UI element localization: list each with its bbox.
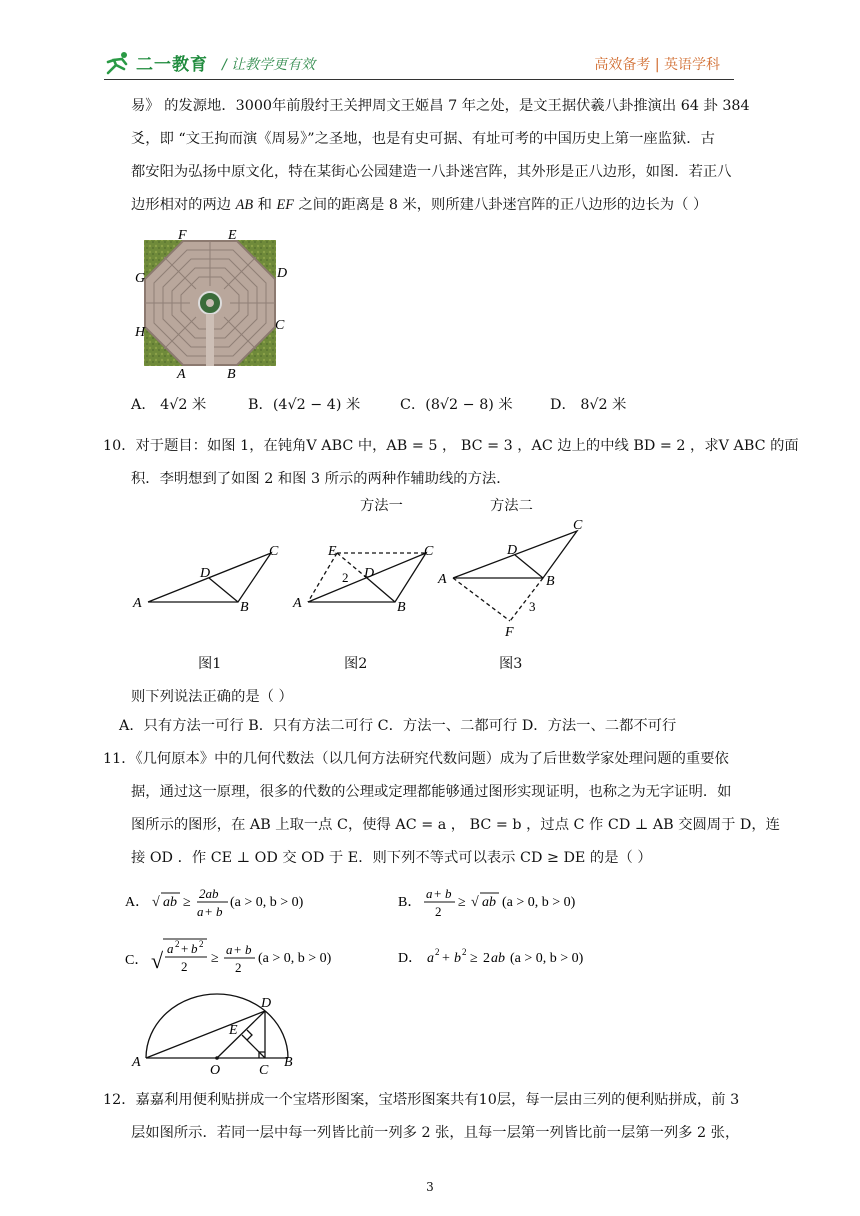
svg-text:D: D: [364, 566, 375, 581]
svg-text:B: B: [240, 600, 249, 615]
q12-line-2: 层如图所示．若同一层中每一列皆比前一列多 2 张，且每一层第一列皆比前一层第一列多 2 张，: [131, 1125, 740, 1141]
svg-text:A．: A．: [125, 895, 150, 910]
label-G: G: [135, 271, 146, 286]
page-number: 3: [426, 1180, 434, 1194]
svg-text:E: E: [229, 1023, 238, 1038]
svg-text:B: B: [546, 574, 555, 589]
svg-text:2: 2: [462, 947, 467, 957]
svg-text:B: B: [397, 600, 406, 615]
svg-text:B: B: [284, 1055, 293, 1070]
q10-options: A．只有方法一可行 B．只有方法二可行 C．方法一、二都可行 D．方法一、二都不可行: [119, 718, 677, 734]
svg-text:A: A: [133, 596, 142, 611]
svg-text:(a > 0, b > 0): (a > 0, b > 0): [510, 951, 584, 966]
svg-text:2: 2: [483, 951, 490, 966]
svg-text:(a > 0, b > 0): (a > 0, b > 0): [230, 895, 304, 910]
q9-line-3: 都安阳为弘扬中原文化，特在某街心公园建造一八卦迷宫阵，其外形是正八边形，如图．若正八: [131, 164, 732, 180]
fig-1-caption: 图1: [198, 656, 222, 672]
fig2-length-label: 2: [342, 570, 349, 585]
label-C: C: [275, 318, 285, 333]
svg-text:C．: C．: [125, 953, 149, 968]
method-2-label: 方法二: [490, 498, 533, 514]
svg-text:F: F: [505, 625, 514, 640]
svg-text:b: b: [454, 951, 461, 966]
svg-text:a: a: [226, 942, 233, 957]
fig-3-caption: 图3: [499, 656, 523, 672]
svg-text:a: a: [427, 951, 434, 966]
q11-line-2: 据，通过这一原理，很多的代数的公理或定理都能够通过图形实现证明，也称之为无字证明．如: [131, 784, 732, 800]
svg-text:A: A: [293, 596, 302, 611]
svg-text:(a > 0, b > 0): (a > 0, b > 0): [258, 951, 332, 966]
svg-text:(a > 0, b > 0): (a > 0, b > 0): [502, 895, 576, 910]
svg-text:C: C: [269, 544, 279, 559]
svg-text:a: a: [197, 904, 204, 919]
q11-options: [125, 876, 645, 986]
label-A: A: [177, 367, 186, 382]
svg-text:D: D: [261, 996, 272, 1011]
q9-option-a: A． 4√2 米: [131, 397, 207, 413]
svg-text:A: A: [438, 572, 447, 587]
header-divider: [104, 79, 734, 80]
svg-text:a: a: [167, 941, 174, 956]
svg-text:b: b: [191, 941, 198, 956]
q11-line-1: 11．《几何原本》中的几何代数法（以几何方法研究代数问题）成为了后世数学家处理问题的重要依: [103, 751, 729, 767]
label-D: D: [277, 266, 288, 281]
svg-text:D: D: [507, 543, 518, 558]
runner-icon: [104, 51, 132, 75]
q10-line-1: 10．对于题目：如图 1，在钝角V ABC 中，AB = 5 ， BC = 3 ，AC 边上的中线 BD = 2 ，求V ABC 的面: [103, 438, 799, 454]
svg-text:D: D: [200, 566, 211, 581]
svg-text:√: √: [152, 895, 160, 910]
svg-text:b: b: [445, 886, 452, 901]
svg-text:2: 2: [181, 959, 188, 974]
q11-line-4: 接 OD ．作 CE ⊥ OD 交 OD 于 E．则下列不等式可以表示 CD ≥ DE 的是（ ）: [131, 850, 652, 866]
svg-text:≥: ≥: [183, 895, 191, 910]
svg-text:2ab: 2ab: [199, 886, 219, 901]
octagon-maze-figure: [130, 226, 300, 384]
q9-option-b: B．(4√2 − 4) 米: [248, 397, 361, 413]
svg-text:ab: ab: [163, 895, 177, 910]
svg-text:a: a: [426, 886, 433, 901]
semicircle-figure: [128, 988, 300, 1078]
label-H: H: [135, 325, 146, 340]
svg-text:C: C: [573, 518, 583, 533]
fig-2-caption: 图2: [344, 656, 368, 672]
svg-text:b: b: [245, 942, 252, 957]
svg-text:√: √: [151, 948, 164, 973]
q9-option-d: D． 8√2 米: [550, 397, 627, 413]
svg-text:+: +: [181, 941, 189, 956]
q12-line-1: 12．嘉嘉利用便利贴拼成一个宝塔形图案，宝塔形图案共有10层，每一层由三列的便利贴拼成，前 3: [103, 1092, 740, 1108]
q9-line-4: 边形相对的两边 AB 和 EF 之间的距离是 8 米，则所建八卦迷宫阵的正八边形的边长为（ ）: [131, 197, 708, 213]
svg-text:2: 2: [175, 939, 180, 949]
svg-text:D．: D．: [398, 951, 423, 966]
svg-text:+: +: [205, 904, 213, 919]
svg-text:≥: ≥: [470, 951, 478, 966]
logo: [104, 50, 208, 75]
q10-line-3: 则下列说法正确的是（ ）: [131, 689, 293, 705]
q9-line-2: 爻，即 “文王拘而演《周易》”之圣地，也是有史可据、有址可考的中国历史上第一座监狱．古: [131, 131, 715, 147]
svg-text:C: C: [424, 544, 434, 559]
svg-text:2: 2: [235, 960, 242, 975]
svg-text:+: +: [234, 942, 242, 957]
label-F: F: [178, 228, 187, 243]
svg-text:b: b: [216, 904, 223, 919]
svg-text:ab: ab: [491, 951, 505, 966]
svg-text:√: √: [471, 895, 479, 910]
slogan: / 让教学更有效: [222, 57, 316, 73]
fig3-length-label: 3: [529, 599, 536, 614]
svg-text:E: E: [328, 544, 337, 559]
svg-text:2: 2: [435, 904, 442, 919]
q9-option-c: C．(8√2 − 8) 米: [400, 397, 513, 413]
q9-line-1: 易》 的发源地．3000年前殷纣王关押周文王姬昌 7 年之处，是文王据伏羲八卦推演出 64 卦 384: [131, 98, 750, 114]
label-E: E: [228, 228, 237, 243]
svg-text:B．: B．: [398, 895, 422, 910]
svg-text:O: O: [210, 1063, 221, 1078]
q11-line-3: 图所示的图形，在 AB 上取一点 C，使得 AC = a ， BC = b ，过点 C 作 CD ⊥ AB 交圆周于 D，连: [131, 817, 780, 833]
brand-name: 二一教育: [136, 55, 208, 75]
svg-text:A: A: [132, 1055, 141, 1070]
svg-text:+: +: [434, 886, 442, 901]
method-1-label: 方法一: [360, 498, 403, 514]
label-B: B: [227, 367, 236, 382]
triangle-figures: [125, 515, 605, 640]
svg-text:≥: ≥: [211, 951, 219, 966]
svg-text:ab: ab: [482, 895, 496, 910]
svg-text:2: 2: [199, 939, 204, 949]
header-subject: 高效备考 | 英语学科: [594, 57, 720, 73]
svg-text:2: 2: [435, 947, 440, 957]
svg-text:≥: ≥: [458, 895, 466, 910]
svg-text:+: +: [442, 951, 450, 966]
svg-text:C: C: [259, 1063, 269, 1078]
q10-line-2: 积．李明想到了如图 2 和图 3 所示的两种作辅助线的方法．: [131, 471, 511, 487]
